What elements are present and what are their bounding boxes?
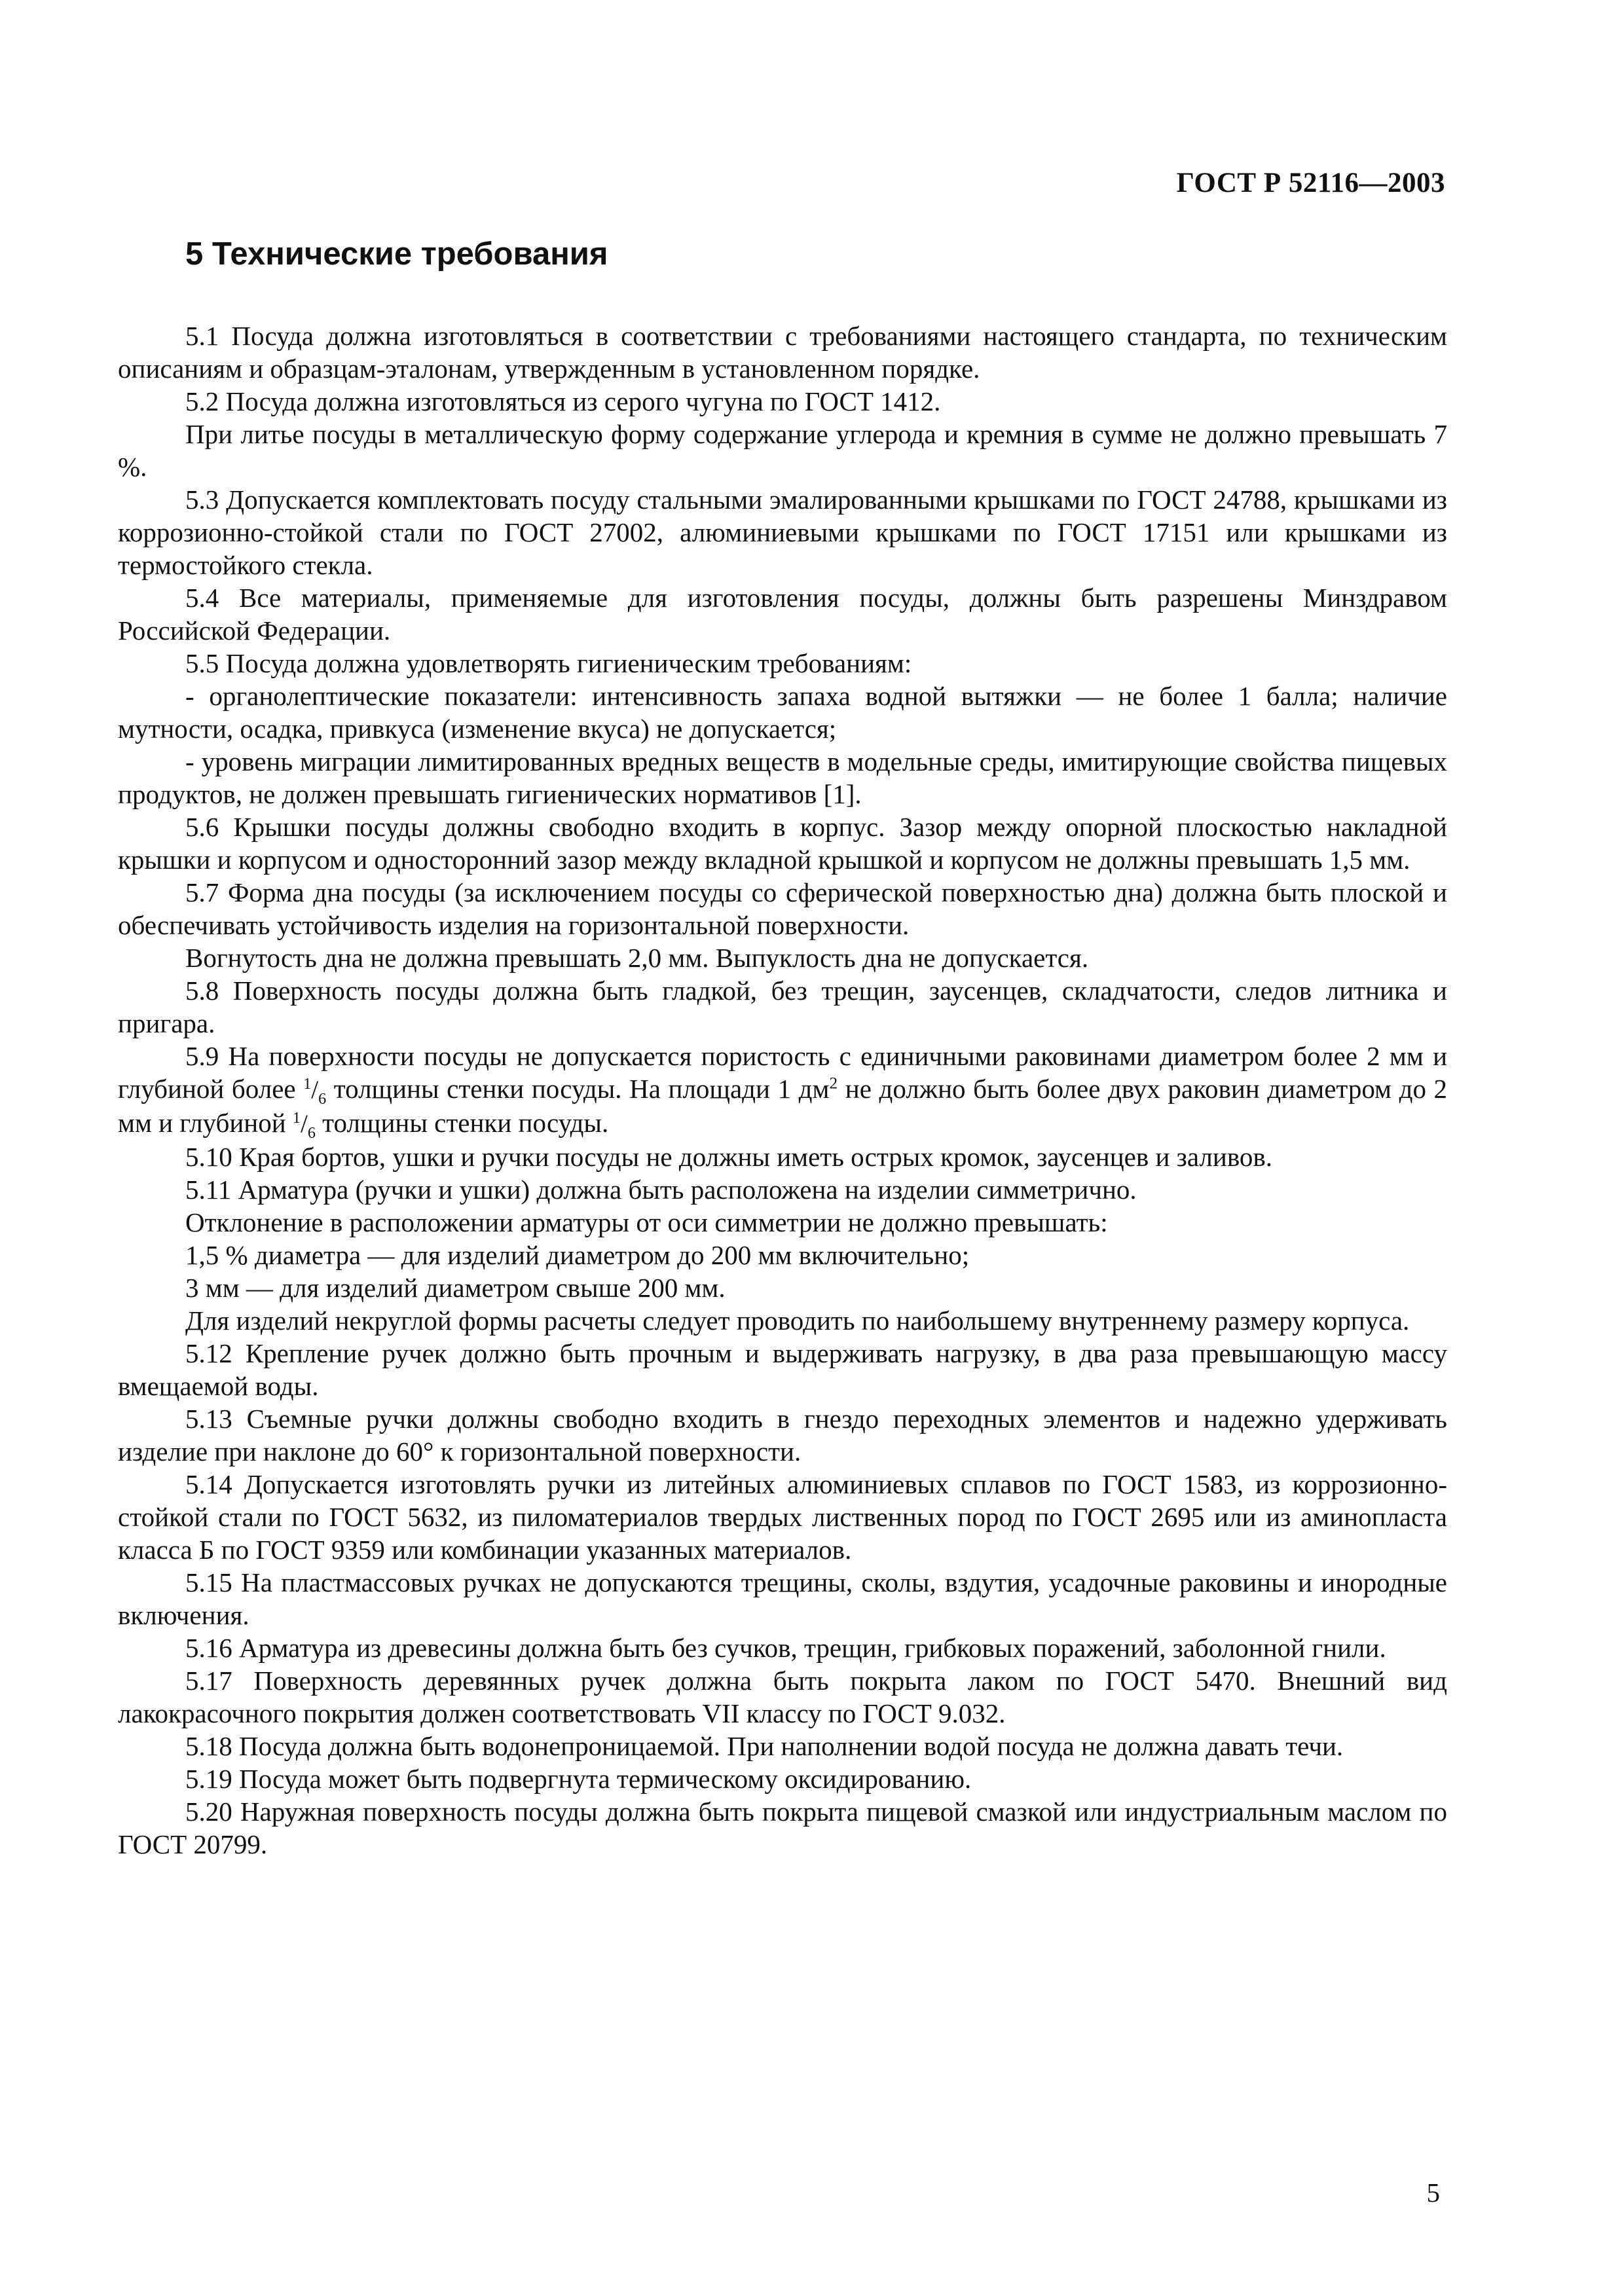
paragraph-5-18: 5.18 Посуда должна быть водонепроницаемой. При наполнении водой посуда не должна давать течи. [185,1731,1344,1761]
paragraph-5-13: 5.13 Съемные ручки должны свободно входить в гнездо переходных элементов и надежно удерживать изделие при наклоне до 60° к горизонтальной поверхности. [118,1404,1447,1467]
paragraph-5-9-line3a: двух раковин диаметром до 2 мм и глубиной [118,1074,1448,1138]
paragraph-5-15: 5.15 На пластмассовых ручках не допускаются трещины, сколы, вздутия, усадочные раковины и инородные включения. [118,1567,1447,1630]
paragraph-5-16: 5.16 Арматура из древесины должна быть без сучков, трещин, грибковых поражений, заболонной гнили. [185,1633,1386,1663]
paragraph-5-11-noncircular: Для изделий некруглой формы расчеты следует проводить по наибольшему внутреннему размеру корпуса. [185,1305,1410,1336]
paragraph-5-20: 5.20 Наружная поверхность посуды должна быть покрыта пищевой смазкой или индустриальным маслом по ГОСТ 20799. [118,1796,1447,1859]
paragraph-5-9-line3b: толщины стенки посуды. [322,1108,609,1138]
section-body [118,319,1447,1861]
paragraph-5-9-line1: 5.9 На поверхности посуды не допускается пористость с единичными раковинами диаметром [185,1041,1284,1071]
paragraph-5-10: 5.10 Края бортов, ушки и ручки посуды не должны иметь острых кромок, заусенцев и заливов. [185,1142,1273,1172]
fraction-denominator: 6 [318,1089,327,1108]
paragraph-5-12: 5.12 Крепление ручек должно быть прочным и выдерживать нагрузку, в два раза превышающую массу вмещаемой воды. [118,1338,1447,1401]
paragraph-5-17: 5.17 Поверхность деревянных ручек должна быть покрыта лаком по ГОСТ 5470. Внешний вид лакокрасочного покрытия должен соответствовать VII классу по ГОСТ 9.032. [118,1666,1447,1728]
paragraph-5-2-casting: При литье посуды в металлическую форму содержание углерода и кремния в сумме не должно превышать 7 %. [118,419,1447,482]
fraction-one-sixth-2: $^1/_6$ [292,1109,316,1142]
standard-code: ГОСТ Р 52116—2003 [1176,168,1445,198]
paragraph-5-14: 5.14 Допускается изготовлять ручки из литейных алюминиевых сплавов по ГОСТ 1583, из коррозионно-стойкой стали по ГОСТ 5632, из пиломатериалов твердых лиственных пород по ГОСТ 2695 или из аминопласта класса Б по ГОСТ 9359 или комбинации указанных материалов. [118,1469,1447,1565]
paragraph-5-11-deviation: Отклонение в расположении арматуры от оси симметрии не должно превышать: [185,1207,1108,1237]
list-item-migration: - уровень миграции лимитированных вредных веществ в модельные среды, имитирующие свойства пищевых продуктов, не должен превышать гигиенических нормативов [1]. [118,746,1447,809]
paragraph-5-9-line2a: более 2 мм и глубиной более [118,1041,1448,1104]
paragraph-5-9 [118,1040,1447,1140]
paragraph-5-9-line2b: толщины стенки посуды. На площади 1 дм [333,1074,830,1104]
paragraph-5-11-large: 3 мм — для изделий диаметром свыше 200 мм. [185,1273,726,1303]
section-title: 5 Технические требования [185,236,608,272]
paragraph-5-3: 5.3 Допускается комплектовать посуду стальными эмалированными крышками по ГОСТ 24788, крышками из коррозионно-стойкой стали по ГОСТ 27002, алюминиевыми крышками по ГОСТ 17151 или крышками из термостойкого стекла. [118,484,1447,580]
paragraph-5-8: 5.8 Поверхность посуды должна быть гладкой, без трещин, заусенцев, складчатости, следов литника и пригара. [118,975,1447,1038]
list-item-organoleptic: - органолептические показатели: интенсивность запаха водной вытяжки — не более 1 балла; наличие мутности, осадка, привкуса (изменение вкуса) не допускается; [118,681,1447,744]
paragraph-5-5: 5.5 Посуда должна удовлетворять гигиеническим требованиям: [185,648,912,678]
fraction-one-sixth: $^1/_6$ [303,1075,327,1108]
paragraph-5-11: 5.11 Арматура (ручки и ушки) должна быть расположена на изделии симметрично. [185,1175,1137,1205]
paragraph-5-19: 5.19 Посуда может быть подвергнута термическому оксидированию. [185,1764,972,1794]
paragraph-5-6: 5.6 Крышки посуды должны свободно входить в корпус. Зазор между опорной плоскостью накладной крышки и корпусом и односторонний зазор между вкладной крышкой и корпусом не должны превышать 1,5 мм. [118,812,1447,875]
page-number: 5 [1426,2178,1440,2208]
paragraph-5-2: 5.2 Посуда должна изготовляться из серого чугуна по ГОСТ 1412. [185,386,941,416]
paragraph-5-11-small: 1,5 % диаметра — для изделий диаметром до 200 мм включительно; [185,1240,970,1270]
fraction-numerator: 1 [303,1075,312,1093]
fraction-numerator-2: 1 [292,1109,301,1127]
paragraph-5-7: 5.7 Форма дна посуды (за исключением посуды со сферической поверхностью дна) должна быть плоской и обеспечивать устойчивость изделия на горизонтальной поверхности. [118,877,1447,940]
fraction-denominator-2: 6 [307,1123,316,1142]
paragraph-5-1: 5.1 Посуда должна изготовляться в соответствии с требованиями настоящего стандарта, по техническим описаниям и образцам-эталонам, утвержденным в установленном порядке. [118,321,1447,384]
paragraph-5-7-concavity: Вогнутость дна не должна превышать 2,0 мм. Выпуклость дна не допускается. [185,943,1089,973]
paragraph-5-9-line2c: не должно быть более [845,1074,1101,1104]
paragraph-5-4: 5.4 Все материалы, применяемые для изготовления посуды, должны быть разрешены Минздравом Российской Федерации. [118,583,1447,646]
superscript-square: 2 [829,1074,838,1093]
